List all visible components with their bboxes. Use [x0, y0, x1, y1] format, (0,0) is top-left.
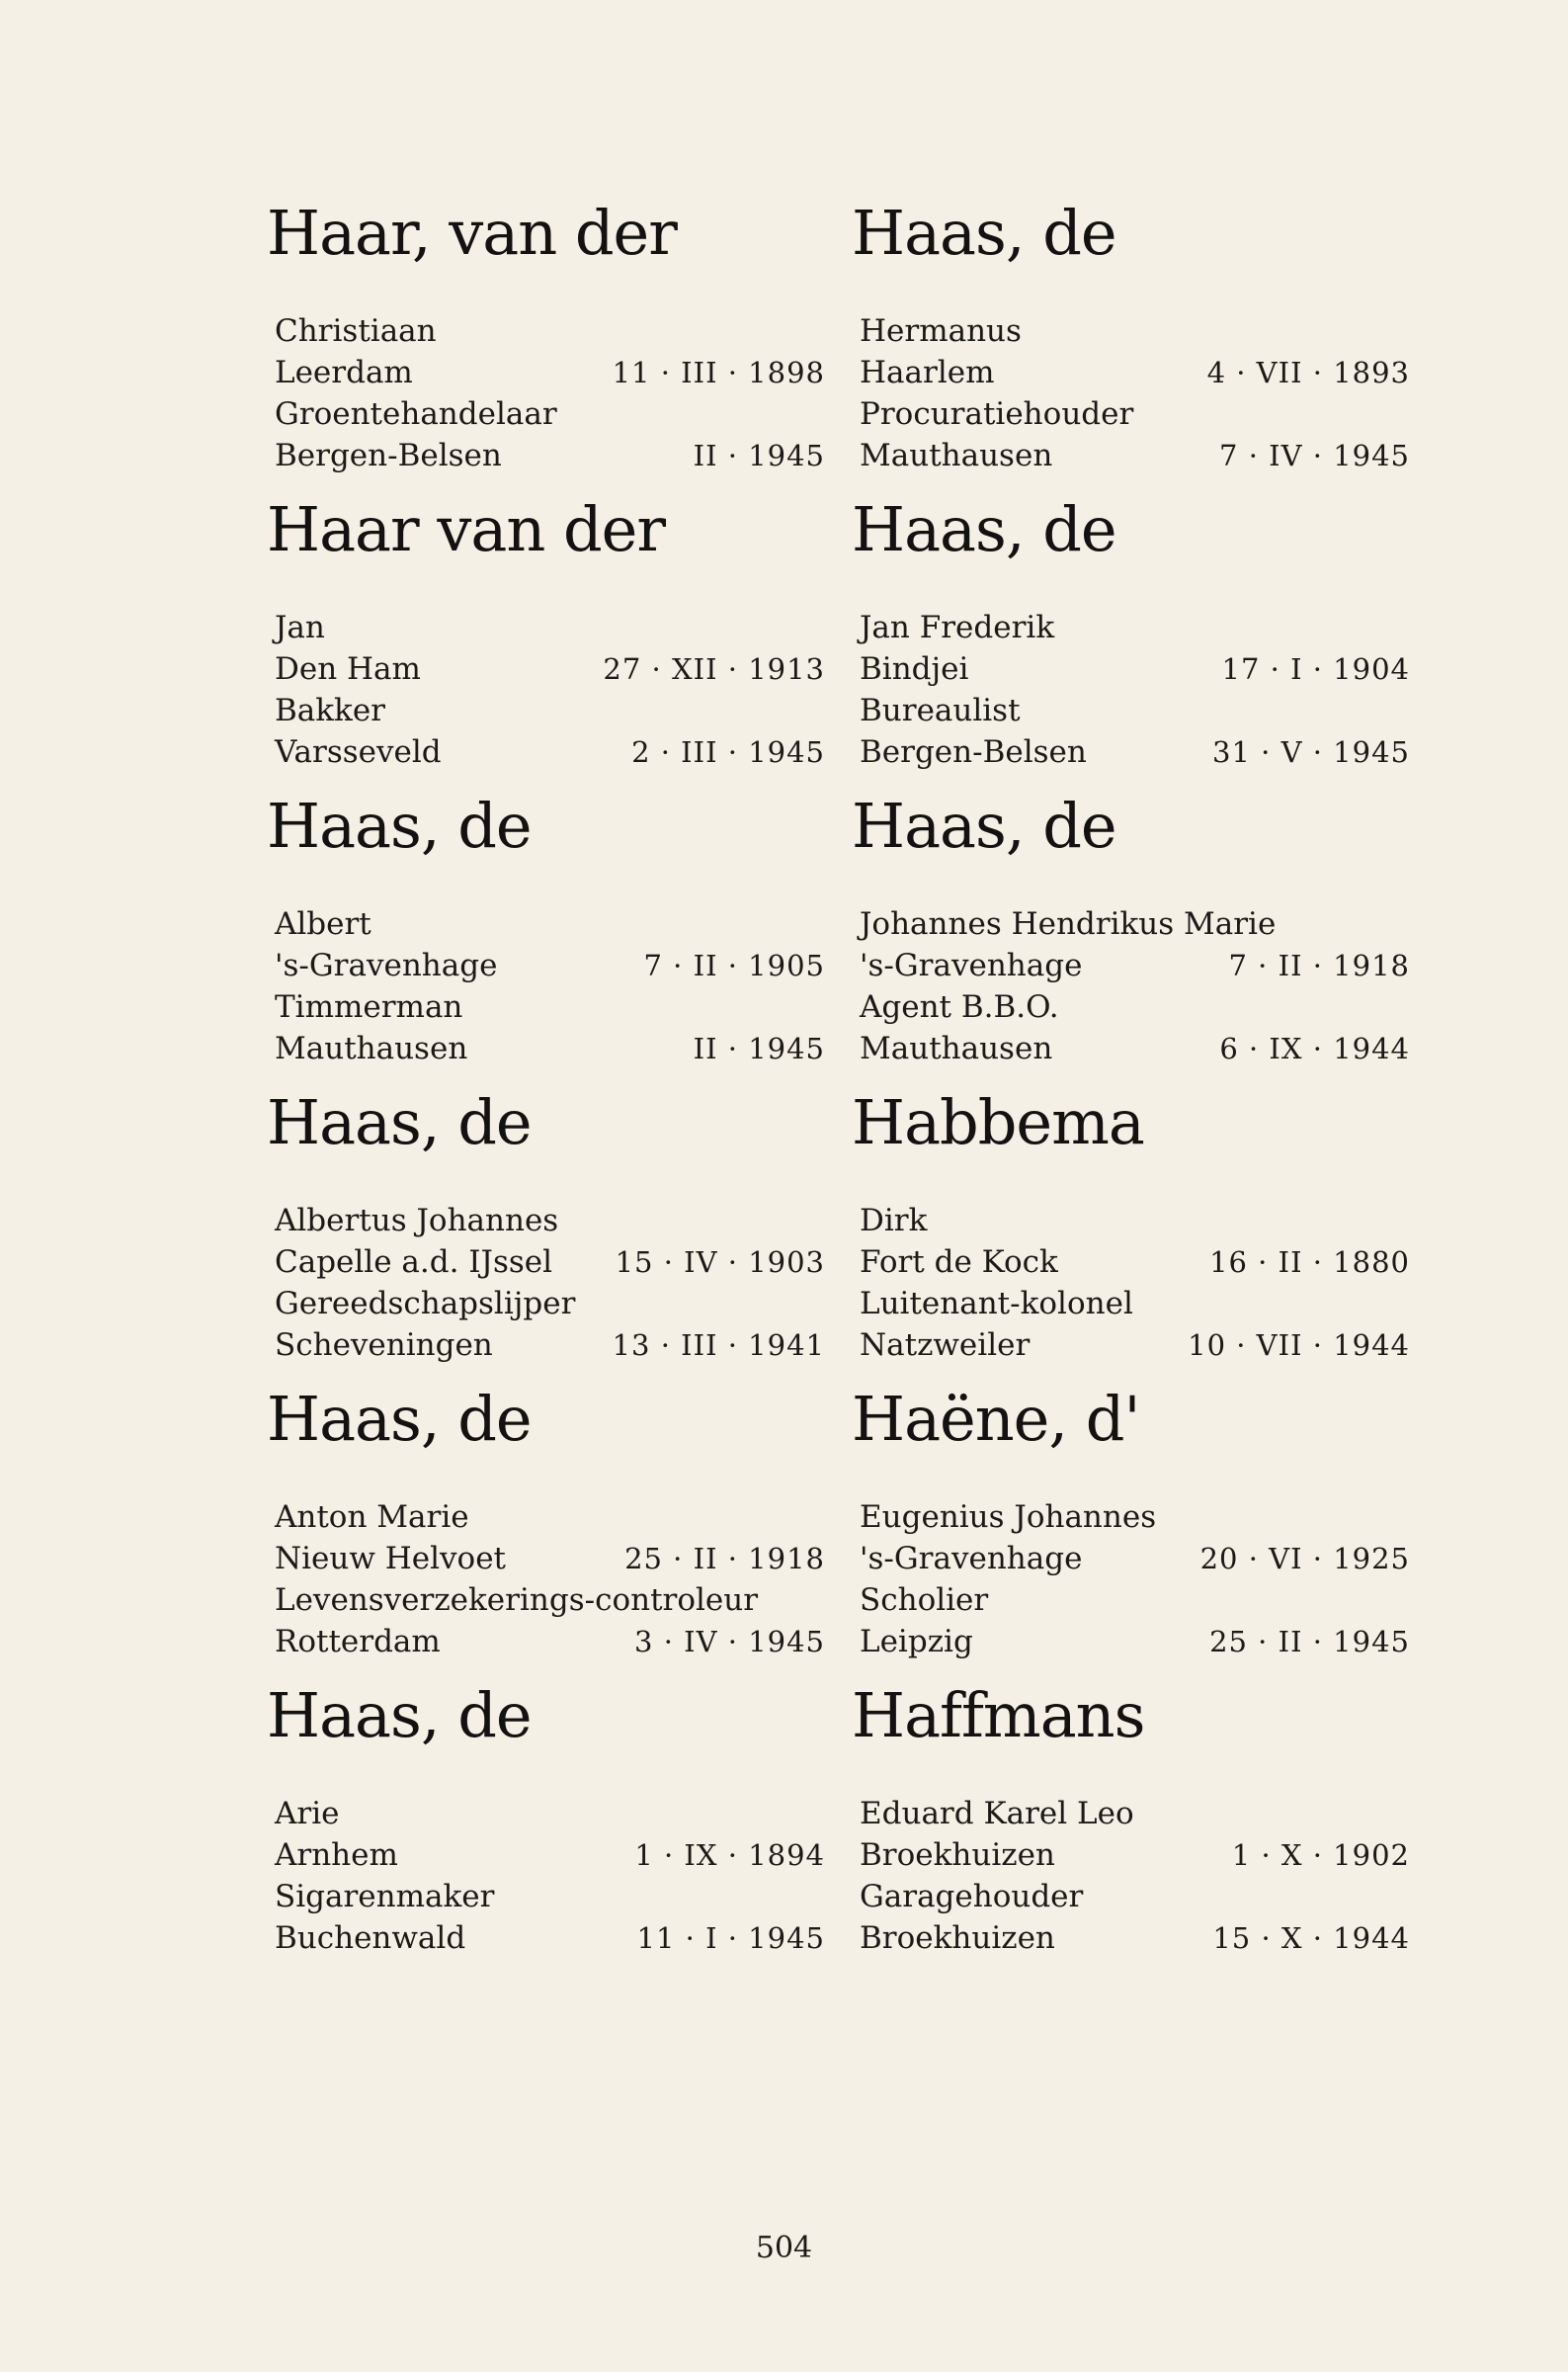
- given-names-line: [275, 608, 825, 647]
- birth-date: 16 · II · 1880: [1209, 1245, 1410, 1279]
- given-names-line: [860, 1497, 1410, 1537]
- birth-place: 's-Gravenhage: [275, 948, 498, 983]
- given-names: Dirk: [860, 1203, 928, 1238]
- given-names: Eugenius Johannes: [860, 1499, 1157, 1535]
- birth-place: Arnhem: [275, 1837, 398, 1873]
- occupation-line: [860, 1580, 1410, 1620]
- occupation: Gereedschapslijper: [275, 1286, 576, 1321]
- birth-place: Nieuw Helvoet: [275, 1541, 507, 1576]
- birth-date: 27 · XII · 1913: [603, 652, 825, 686]
- occupation-line: [275, 1580, 825, 1620]
- death-line: [860, 436, 1410, 475]
- occupation: Bureaulist: [860, 693, 1021, 728]
- occupation-line: [275, 1877, 825, 1916]
- given-names: Eduard Karel Leo: [860, 1796, 1134, 1831]
- name-entry: [267, 1383, 825, 1685]
- given-names-line: [275, 1497, 825, 1537]
- death-date: 7 · IV · 1945: [1219, 439, 1410, 472]
- occupation-line: [860, 394, 1410, 434]
- occupation: Timmerman: [275, 989, 463, 1025]
- name-entry: [852, 1383, 1410, 1685]
- surname-heading: Haëne, d': [852, 1383, 1140, 1455]
- death-place: Mauthausen: [275, 1031, 468, 1066]
- occupation-line: [860, 691, 1410, 730]
- death-line: [275, 1029, 825, 1068]
- given-names-line: [860, 1201, 1410, 1240]
- death-date: 13 · III · 1941: [612, 1328, 825, 1362]
- death-line: [860, 732, 1410, 772]
- death-place: Buchenwald: [275, 1920, 466, 1956]
- death-date: 3 · IV · 1945: [634, 1625, 825, 1658]
- birth-line: [860, 1539, 1410, 1578]
- death-date: 25 · II · 1945: [1209, 1625, 1410, 1658]
- birth-place: Haarlem: [860, 355, 995, 390]
- birth-date: 7 · II · 1905: [643, 949, 825, 982]
- death-line: [275, 1622, 825, 1661]
- given-names-line: [275, 311, 825, 351]
- surname-heading: Haas, de: [267, 1383, 532, 1455]
- birth-line: [275, 649, 825, 689]
- given-names: Anton Marie: [275, 1499, 469, 1535]
- given-names: Johannes Hendrikus Marie: [860, 906, 1277, 942]
- death-line: [275, 732, 825, 772]
- death-date: II · 1945: [693, 1032, 825, 1065]
- given-names-line: [275, 1794, 825, 1833]
- name-entry: [852, 197, 1410, 499]
- death-line: [275, 1325, 825, 1365]
- occupation: Garagehouder: [860, 1879, 1084, 1914]
- occupation-line: [860, 1877, 1410, 1916]
- given-names-line: [860, 904, 1410, 944]
- birth-line: [275, 1539, 825, 1578]
- death-date: 11 · I · 1945: [636, 1921, 825, 1955]
- surname-heading: Haas, de: [267, 1086, 532, 1158]
- name-entry: [852, 493, 1410, 796]
- birth-line: [275, 946, 825, 985]
- birth-date: 15 · IV · 1903: [615, 1245, 825, 1279]
- death-place: Mauthausen: [860, 1031, 1053, 1066]
- occupation: Groentehandelaar: [275, 396, 557, 432]
- surname-heading: Haas, de: [267, 790, 532, 862]
- given-names: Albertus Johannes: [275, 1203, 559, 1238]
- death-line: [860, 1325, 1410, 1365]
- name-entry: [267, 1679, 825, 1982]
- death-place: Varsseveld: [275, 734, 442, 770]
- death-date: 31 · V · 1945: [1212, 735, 1410, 769]
- given-names-line: [275, 904, 825, 944]
- surname-heading: Haas, de: [852, 790, 1116, 862]
- death-place: Bergen-Belsen: [860, 734, 1087, 770]
- death-place: Leipzig: [860, 1624, 973, 1659]
- birth-date: 11 · III · 1898: [612, 356, 825, 389]
- birth-date: 1 · IX · 1894: [634, 1838, 825, 1872]
- name-entry: [852, 790, 1410, 1092]
- occupation-line: [275, 987, 825, 1027]
- occupation: Levensverzekerings-controleur: [275, 1582, 759, 1618]
- birth-line: [275, 1242, 825, 1282]
- occupation-line: [275, 691, 825, 730]
- birth-date: 4 · VII · 1893: [1206, 356, 1410, 389]
- surname-heading: Habbema: [852, 1086, 1144, 1158]
- birth-place: 's-Gravenhage: [860, 948, 1083, 983]
- death-date: II · 1945: [693, 439, 825, 472]
- occupation: Procuratiehouder: [860, 396, 1134, 432]
- name-entry: [267, 790, 825, 1092]
- surname-heading: Haar van der: [267, 493, 665, 565]
- occupation: Agent B.B.O.: [860, 989, 1059, 1025]
- given-names-line: [860, 608, 1410, 647]
- birth-place: 's-Gravenhage: [860, 1541, 1083, 1576]
- birth-line: [860, 1242, 1410, 1282]
- name-entry: [267, 197, 825, 499]
- birth-date: 25 · II · 1918: [624, 1542, 825, 1575]
- birth-place: Leerdam: [275, 355, 413, 390]
- birth-place: Den Ham: [275, 651, 421, 687]
- birth-line: [275, 353, 825, 392]
- death-date: 10 · VII · 1944: [1188, 1328, 1410, 1362]
- page-number: 504: [755, 2231, 813, 2265]
- surname-heading: Haas, de: [852, 197, 1116, 269]
- birth-date: 1 · X · 1902: [1231, 1838, 1410, 1872]
- surname-heading: Haas, de: [852, 493, 1116, 565]
- given-names-line: [860, 311, 1410, 351]
- given-names-line: [860, 1794, 1410, 1833]
- death-place: Broekhuizen: [860, 1920, 1055, 1956]
- death-place: Rotterdam: [275, 1624, 441, 1659]
- death-date: 2 · III · 1945: [631, 735, 825, 769]
- death-place: Bergen-Belsen: [275, 438, 502, 473]
- birth-line: [860, 649, 1410, 689]
- given-names: Jan: [275, 610, 325, 645]
- occupation-line: [860, 1284, 1410, 1323]
- name-entry: [852, 1679, 1410, 1982]
- death-place: Mauthausen: [860, 438, 1053, 473]
- birth-date: 7 · II · 1918: [1228, 949, 1410, 982]
- death-line: [860, 1918, 1410, 1958]
- death-place: Natzweiler: [860, 1327, 1031, 1363]
- death-date: 6 · IX · 1944: [1219, 1032, 1410, 1065]
- surname-heading: Haffmans: [852, 1679, 1145, 1751]
- given-names: Arie: [275, 1796, 340, 1831]
- death-line: [275, 436, 825, 475]
- occupation: Bakker: [275, 693, 385, 728]
- occupation-line: [860, 987, 1410, 1027]
- given-names: Christiaan: [275, 313, 437, 349]
- occupation-line: [275, 394, 825, 434]
- name-entry: [267, 1086, 825, 1389]
- birth-line: [860, 946, 1410, 985]
- given-names: Jan Frederik: [860, 610, 1055, 645]
- surname-heading: Haar, van der: [267, 197, 677, 269]
- name-entry: [267, 493, 825, 796]
- occupation: Luitenant-kolonel: [860, 1286, 1133, 1321]
- birth-line: [860, 1835, 1410, 1875]
- given-names: Albert: [275, 906, 371, 942]
- birth-place: Fort de Kock: [860, 1244, 1058, 1280]
- given-names-line: [275, 1201, 825, 1240]
- name-entry: [852, 1086, 1410, 1389]
- death-line: [860, 1622, 1410, 1661]
- death-place: Scheveningen: [275, 1327, 493, 1363]
- death-date: 15 · X · 1944: [1212, 1921, 1410, 1955]
- death-line: [860, 1029, 1410, 1068]
- death-line: [275, 1918, 825, 1958]
- birth-date: 20 · VI · 1925: [1199, 1542, 1410, 1575]
- birth-line: [860, 353, 1410, 392]
- occupation: Sigarenmaker: [275, 1879, 495, 1914]
- birth-place: Capelle a.d. IJssel: [275, 1244, 553, 1280]
- occupation: Scholier: [860, 1582, 989, 1618]
- birth-date: 17 · I · 1904: [1221, 652, 1410, 686]
- given-names: Hermanus: [860, 313, 1022, 349]
- birth-place: Bindjei: [860, 651, 969, 687]
- surname-heading: Haas, de: [267, 1679, 532, 1751]
- birth-line: [275, 1835, 825, 1875]
- birth-place: Broekhuizen: [860, 1837, 1055, 1873]
- occupation-line: [275, 1284, 825, 1323]
